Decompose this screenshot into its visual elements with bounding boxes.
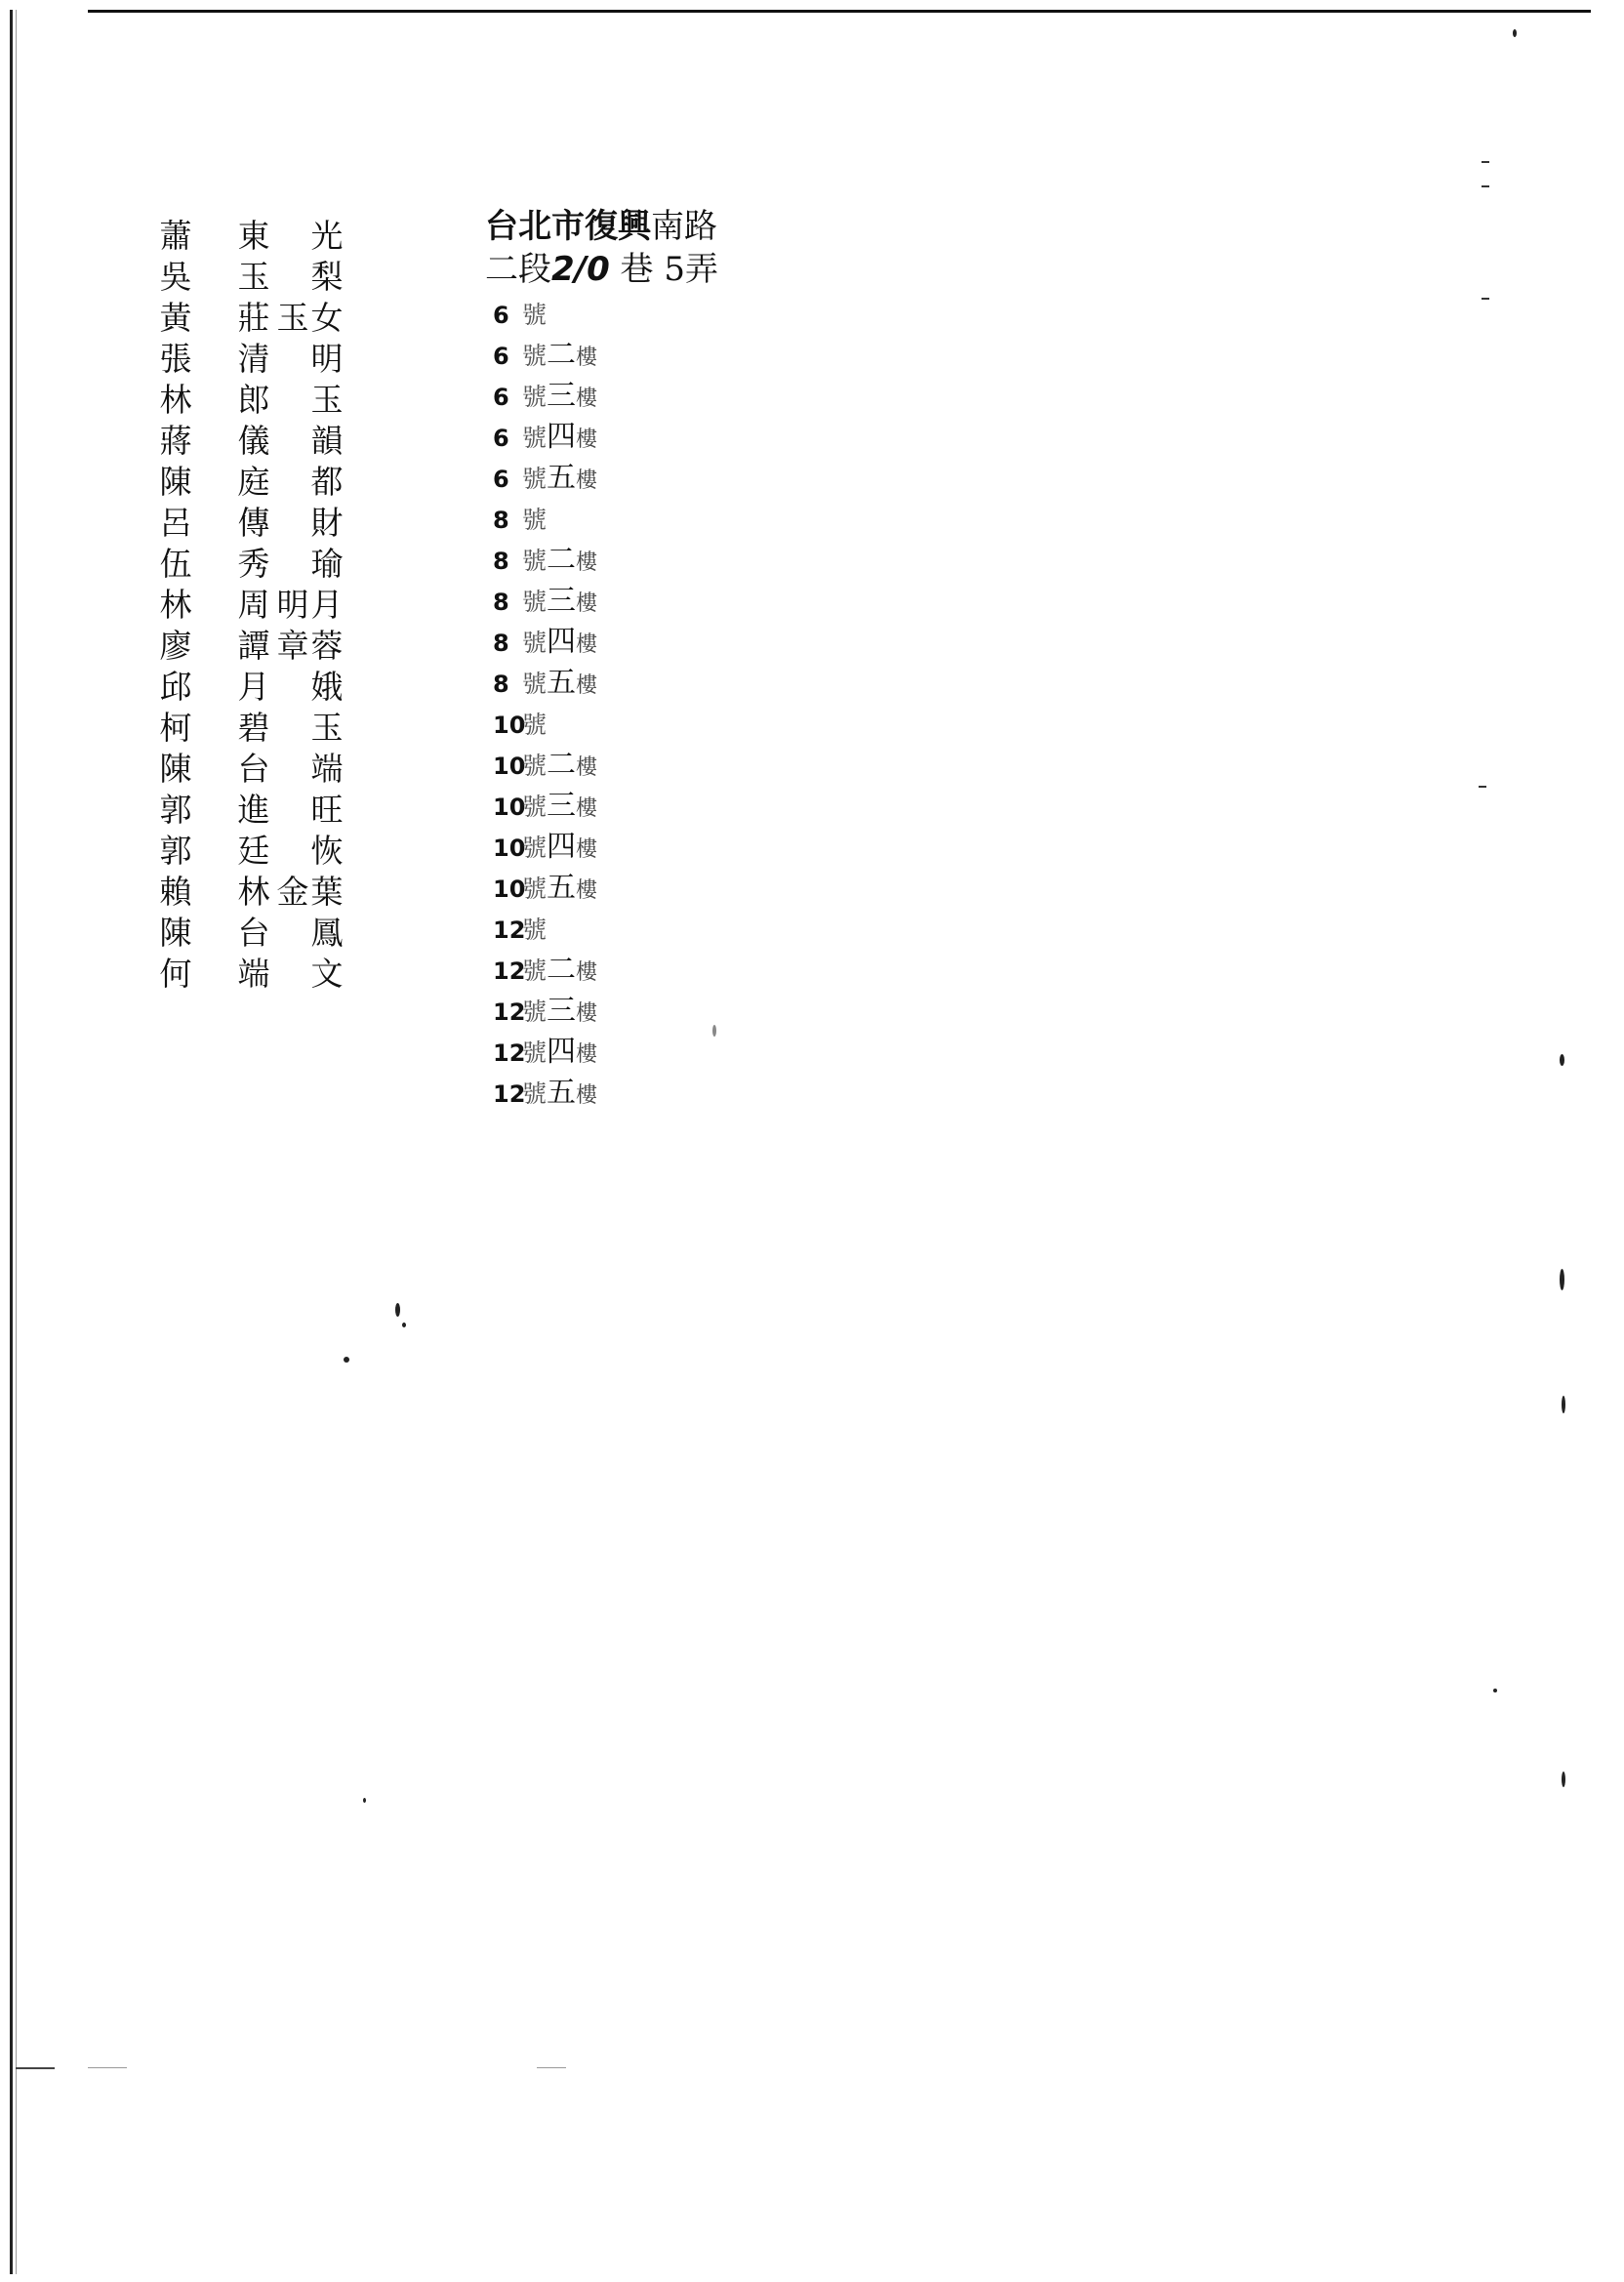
- unit-num: 6: [493, 384, 509, 411]
- name-char: 柯: [159, 709, 192, 747]
- unit-floor: 三: [547, 789, 577, 823]
- name-char: 都: [310, 463, 344, 501]
- unit-num: 12: [493, 998, 526, 1026]
- unit-lou: 樓: [576, 591, 598, 616]
- name-char: 莊: [237, 299, 270, 337]
- name-row: [156, 791, 390, 832]
- name-char: 廖: [159, 627, 192, 665]
- unit-row: [493, 377, 597, 418]
- scan-speck: [1513, 29, 1517, 37]
- name-char: 呂: [159, 504, 192, 542]
- unit-hao: 號: [522, 711, 548, 739]
- name-row: [156, 299, 390, 340]
- unit-num: 12: [493, 917, 526, 944]
- name-char: 邱: [159, 668, 192, 706]
- unit-row: [493, 623, 597, 664]
- name-row: [156, 381, 390, 422]
- unit-num: 12: [493, 1039, 526, 1067]
- unit-row: [493, 459, 597, 500]
- name-char: 玉: [237, 258, 270, 296]
- unit-row: [493, 910, 597, 951]
- unit-hao: 號: [522, 834, 548, 862]
- name-char: 台: [237, 750, 270, 788]
- name-char: 林: [159, 381, 192, 419]
- unit-num: 12: [493, 1080, 526, 1108]
- address-alley: 5弄: [664, 250, 718, 289]
- unit-num: 6: [493, 466, 509, 493]
- unit-row: [493, 787, 597, 828]
- unit-row: [493, 664, 597, 705]
- name-char: 玉: [310, 709, 344, 747]
- name-char: 金: [276, 873, 309, 911]
- name-char: 蓉: [310, 627, 344, 665]
- unit-lou: 樓: [576, 1083, 598, 1108]
- unit-num: 10: [493, 835, 526, 862]
- name-char: 玉: [276, 299, 309, 337]
- unit-row: [493, 828, 597, 869]
- name-char: 端: [310, 750, 344, 788]
- unit-floor: 五: [547, 666, 577, 700]
- unit-floor: 三: [547, 379, 577, 413]
- name-char: 譚: [237, 627, 270, 665]
- name-char: 進: [237, 791, 270, 829]
- unit-hao: 號: [522, 1039, 548, 1067]
- unit-row: [493, 1033, 597, 1074]
- name-char: 月: [310, 586, 344, 624]
- name-char: 陳: [159, 914, 192, 952]
- address-heading: [485, 205, 718, 291]
- name-char: 旺: [310, 791, 344, 829]
- name-char: 清: [237, 340, 270, 378]
- unit-row: [493, 582, 597, 623]
- name-char: 章: [276, 627, 309, 665]
- unit-num: 10: [493, 753, 526, 780]
- unit-hao: 號: [522, 670, 548, 698]
- unit-row: [493, 705, 597, 746]
- name-row: [156, 545, 390, 586]
- scan-speck: [395, 1303, 400, 1317]
- unit-floor: 五: [547, 1076, 577, 1110]
- name-row: [156, 217, 390, 258]
- name-char: 林: [159, 586, 192, 624]
- name-char: 陳: [159, 463, 192, 501]
- unit-floor: 二: [547, 748, 577, 782]
- name-char: 財: [310, 504, 344, 542]
- name-char: 林: [237, 873, 270, 911]
- address-line-1: [485, 205, 718, 248]
- unit-hao: 號: [522, 342, 548, 370]
- unit-num: 6: [493, 343, 509, 370]
- unit-hao: 號: [522, 916, 548, 944]
- name-char: 明: [310, 340, 344, 378]
- unit-hao: 號: [522, 875, 548, 903]
- name-char: 韻: [310, 422, 344, 460]
- scan-speck: [1562, 1396, 1565, 1413]
- name-char: 秀: [237, 545, 270, 583]
- scan-speck: [1482, 298, 1489, 300]
- scan-speck: [1493, 1689, 1497, 1692]
- name-char: 何: [159, 955, 192, 993]
- scan-speck: [402, 1323, 406, 1327]
- name-char: 端: [237, 955, 270, 993]
- unit-lou: 樓: [576, 632, 598, 657]
- names-list: [156, 217, 390, 996]
- unit-floor: 三: [547, 994, 577, 1028]
- unit-hao: 號: [522, 998, 548, 1026]
- unit-hao: 號: [522, 424, 548, 452]
- name-char: 明: [276, 586, 309, 624]
- unit-floor: 四: [547, 625, 577, 659]
- scan-speck: [712, 1025, 716, 1037]
- unit-hao: 號: [522, 957, 548, 985]
- name-char: 台: [237, 914, 270, 952]
- name-row: [156, 586, 390, 627]
- bottom-rule-left-dotted: [88, 2067, 127, 2068]
- address-section: 二段: [485, 250, 551, 289]
- unit-row: [493, 500, 597, 541]
- name-row: [156, 340, 390, 381]
- unit-floor: 五: [547, 871, 577, 905]
- name-char: 月: [237, 668, 270, 706]
- unit-lou: 樓: [576, 346, 598, 370]
- name-char: 張: [159, 340, 192, 378]
- unit-floor: 四: [547, 420, 577, 454]
- address-line-2: [485, 248, 718, 291]
- unit-hao: 號: [522, 752, 548, 780]
- name-row: [156, 258, 390, 299]
- unit-row: [493, 746, 597, 787]
- unit-lou: 樓: [576, 1042, 598, 1067]
- unit-row: [493, 951, 597, 992]
- name-char: 鳳: [310, 914, 344, 952]
- unit-lou: 樓: [576, 878, 598, 903]
- name-char: 娥: [310, 668, 344, 706]
- unit-hao: 號: [522, 506, 548, 534]
- scan-speck: [1562, 1772, 1565, 1787]
- unit-list: [493, 295, 597, 1115]
- unit-hao: 號: [522, 301, 548, 329]
- unit-lou: 樓: [576, 960, 598, 985]
- unit-floor: 二: [547, 543, 577, 577]
- name-char: 儀: [237, 422, 270, 460]
- name-char: 周: [237, 586, 270, 624]
- name-row: [156, 422, 390, 463]
- unit-num: 8: [493, 507, 509, 534]
- name-char: 碧: [237, 709, 270, 747]
- scan-speck: [1482, 161, 1489, 163]
- unit-num: 6: [493, 425, 509, 452]
- name-char: 女: [310, 299, 344, 337]
- name-char: 賴: [159, 873, 192, 911]
- name-char: 郭: [159, 832, 192, 870]
- unit-lou: 樓: [576, 387, 598, 411]
- name-char: 葉: [310, 873, 344, 911]
- page-left-border-inner: [16, 10, 17, 2274]
- scan-speck: [1479, 786, 1486, 788]
- unit-floor: 三: [547, 584, 577, 618]
- name-char: 光: [310, 217, 344, 255]
- name-row: [156, 463, 390, 504]
- name-row: [156, 627, 390, 668]
- name-row: [156, 668, 390, 709]
- name-row: [156, 709, 390, 750]
- unit-lou: 樓: [576, 673, 598, 698]
- name-char: 梨: [310, 258, 344, 296]
- name-char: 東: [237, 217, 270, 255]
- name-char: 恢: [310, 832, 344, 870]
- scan-speck: [1482, 185, 1489, 187]
- scan-speck: [1560, 1054, 1564, 1066]
- page-top-border: [88, 10, 1591, 13]
- unit-row: [493, 295, 597, 336]
- unit-floor: 四: [547, 1035, 577, 1069]
- unit-row: [493, 1074, 597, 1115]
- name-char: 廷: [237, 832, 270, 870]
- unit-lou: 樓: [576, 550, 598, 575]
- unit-num: 8: [493, 548, 509, 575]
- unit-hao: 號: [522, 1080, 548, 1108]
- name-char: 伍: [159, 545, 192, 583]
- name-row: [156, 955, 390, 996]
- unit-floor: 四: [547, 830, 577, 864]
- unit-lou: 樓: [576, 837, 598, 862]
- name-row: [156, 873, 390, 914]
- name-char: 陳: [159, 750, 192, 788]
- unit-num: 12: [493, 958, 526, 985]
- name-char: 黃: [159, 299, 192, 337]
- name-char: 庭: [237, 463, 270, 501]
- unit-num: 8: [493, 671, 509, 698]
- name-char: 文: [310, 955, 344, 993]
- unit-floor: 二: [547, 338, 577, 372]
- unit-num: 10: [493, 794, 526, 821]
- unit-num: 10: [493, 712, 526, 739]
- unit-row: [493, 418, 597, 459]
- scan-speck: [1560, 1269, 1564, 1290]
- unit-hao: 號: [522, 547, 548, 575]
- unit-row: [493, 336, 597, 377]
- unit-floor: 二: [547, 953, 577, 987]
- address-lane-label: 巷: [620, 250, 654, 289]
- unit-floor: 五: [547, 461, 577, 495]
- unit-num: 8: [493, 589, 509, 616]
- name-char: 郭: [159, 791, 192, 829]
- name-row: [156, 750, 390, 791]
- unit-lou: 樓: [576, 428, 598, 452]
- address-road: 南路: [651, 207, 717, 246]
- address-lane-number: 2/0: [551, 250, 610, 289]
- unit-num: 10: [493, 876, 526, 903]
- unit-row: [493, 869, 597, 910]
- scan-speck: [363, 1798, 366, 1803]
- page-left-border: [10, 10, 13, 2274]
- name-char: 玉: [310, 381, 344, 419]
- scan-speck: [344, 1357, 349, 1363]
- name-row: [156, 914, 390, 955]
- unit-num: 6: [493, 302, 509, 329]
- name-char: 吳: [159, 258, 192, 296]
- name-row: [156, 832, 390, 873]
- unit-hao: 號: [522, 629, 548, 657]
- unit-row: [493, 992, 597, 1033]
- unit-row: [493, 541, 597, 582]
- unit-lou: 樓: [576, 469, 598, 493]
- unit-hao: 號: [522, 793, 548, 821]
- name-char: 蕭: [159, 217, 192, 255]
- unit-num: 8: [493, 630, 509, 657]
- unit-hao: 號: [522, 588, 548, 616]
- name-char: 傳: [237, 504, 270, 542]
- bottom-rule-left: [16, 2067, 55, 2069]
- unit-hao: 號: [522, 465, 548, 493]
- address-city-street: 台北市復興: [485, 207, 651, 246]
- unit-lou: 樓: [576, 755, 598, 780]
- name-char: 瑜: [310, 545, 344, 583]
- unit-lou: 樓: [576, 796, 598, 821]
- name-char: 郎: [237, 381, 270, 419]
- unit-hao: 號: [522, 383, 548, 411]
- bottom-rule-center: [537, 2067, 566, 2068]
- name-char: 蔣: [159, 422, 192, 460]
- name-row: [156, 504, 390, 545]
- unit-lou: 樓: [576, 1001, 598, 1026]
